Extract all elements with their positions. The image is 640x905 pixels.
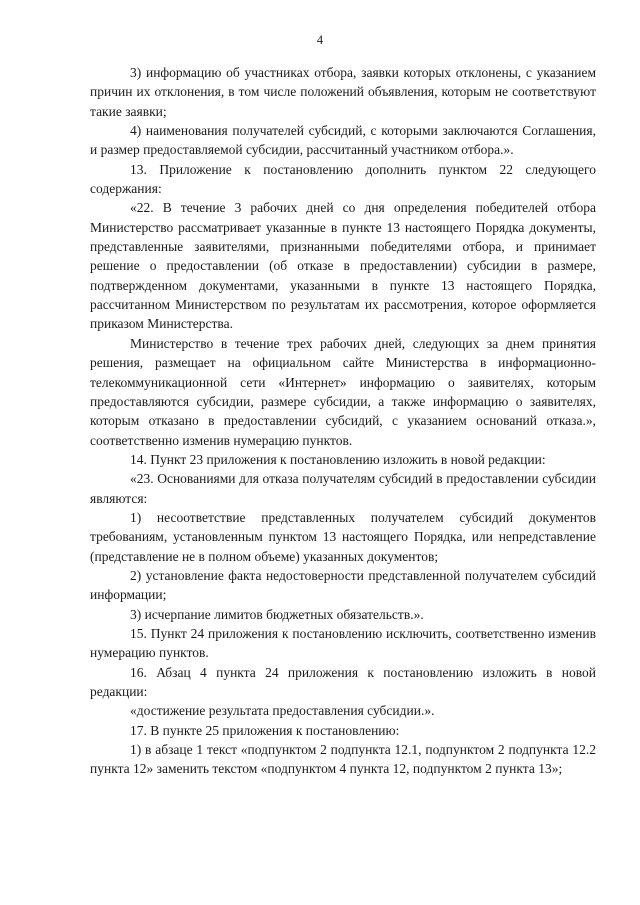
paragraph: «достижение результата предоставления субсидии.». bbox=[130, 703, 435, 719]
paragraph: 1) несоответствие представленных получателем субсидий документов требованиям, установленным пунктом 13 настоящего Порядка, или непредставление (представление не в полном объеме) указанных документов; bbox=[90, 509, 596, 564]
paragraph: 3) исчерпание лимитов бюджетных обязательств.». bbox=[130, 606, 424, 622]
paragraph: «22. В течение 3 рабочих дней со дня определения победителей отбора Министерство рассматривает указанные в пункте 13 настоящего Порядка документы, представленные заявителями, признанными победителями отбора, и принимает решение о предоставлении (об отказе в предоставлении) субсидии в размере, подтвержденном документами, указанными в пункте 13 настоящего Порядка, рассчитанном Министерством по результатам их рассмотрения, которое оформляется приказом Министерства. bbox=[90, 200, 596, 332]
document-body bbox=[90, 63, 596, 779]
paragraph: Министерство в течение трех рабочих дней, следующих за днем принятия решения, размещает на официальном сайте Министерства в информационно-телекоммуникационной сети «Интернет» информацию о заявителях, которым предоставляются субсидии, размере субсидии, а также информацию о заявителях, которым отказано в предоставлении субсидий, с указанием оснований отказа.», соответственно изменив нумерацию пунктов. bbox=[90, 335, 596, 448]
paragraph: 17. В пункте 25 приложения к постановлению: bbox=[130, 722, 400, 738]
paragraph: «23. Основаниями для отказа получателям субсидий в предоставлении субсидии являются: bbox=[90, 471, 596, 506]
page-number: 4 bbox=[316, 33, 324, 47]
paragraph: 1) в абзаце 1 текст «подпунктом 2 подпункта 12.1, подпунктом 2 подпункта 12.2 пункта 12» заменить текстом «подпунктом 4 пункта 12, подпунктом 2 пункта 13»; bbox=[90, 742, 596, 777]
paragraph: 3) информацию об участниках отбора, заявки которых отклонены, с указанием причин их отклонения, в том числе положений объявления, которым не соответствуют такие заявки; bbox=[90, 65, 596, 119]
paragraph: 14. Пункт 23 приложения к постановлению изложить в новой редакции: bbox=[130, 451, 546, 467]
paragraph: 16. Абзац 4 пункта 24 приложения к постановлению изложить в новой редакции: bbox=[90, 664, 596, 699]
paragraph: 13. Приложение к постановлению дополнить пунктом 22 следующего содержания: bbox=[90, 161, 596, 197]
paragraph: 2) установление факта недостоверности представленной получателем субсидий информации; bbox=[90, 567, 596, 603]
paragraph: 4) наименования получателей субсидий, с которыми заключаются Соглашения, и размер предоставляемой субсидии, рассчитанный участником отбора.». bbox=[90, 123, 596, 158]
paragraph: 15. Пункт 24 приложения к постановлению исключить, соответственно изменив нумерацию пунктов. bbox=[90, 625, 596, 661]
